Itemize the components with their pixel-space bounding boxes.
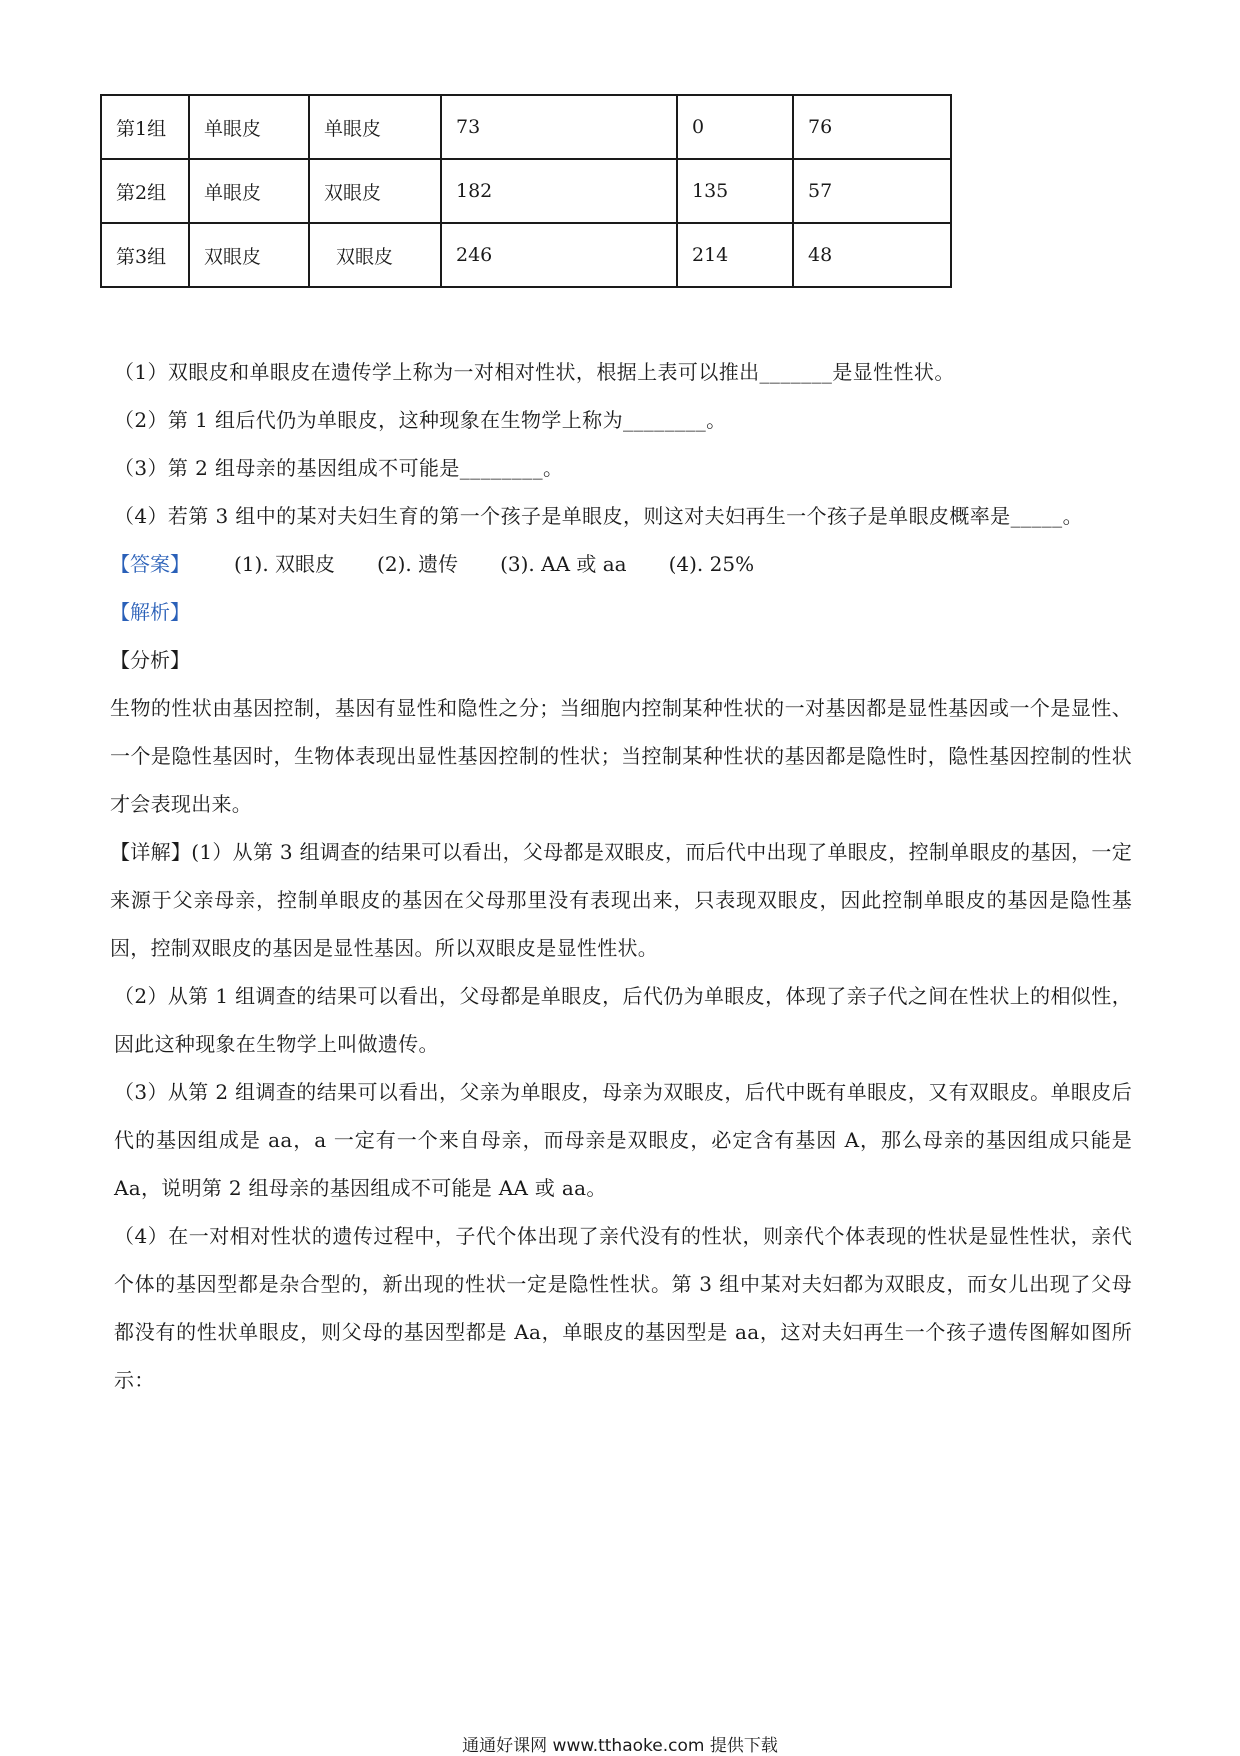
survey-table-body <box>101 95 951 287</box>
detail-paragraph-2: （2）从第 1 组调查的结果可以看出，父母都是单眼皮，后代仍为单眼皮，体现了亲子代之间在性状上的相似性，因此这种现象在生物学上叫做遗传。 <box>114 984 1132 1056</box>
answer-tag: 【答案】 <box>110 552 190 576</box>
answer-2: (2). 遗传 <box>377 552 459 576</box>
answer-line <box>110 540 1132 588</box>
detail-paragraph-4: （4）在一对相对性状的遗传过程中，子代个体出现了亲代没有的性状，则亲代个体表现的性状是显性性状，亲代个体的基因型都是杂合型的，新出现的性状一定是隐性性状。第 3 组中某对夫妇都为双眼皮，而女儿出现了父母都没有的性状单眼皮，则父母的基因型都是 Aa，单眼皮的基因型是 aa，这对夫妇再生一个孩子遗传图解如图所示： <box>114 1224 1132 1392</box>
table-cell: 第1组 <box>101 95 189 159</box>
table-cell: 第2组 <box>101 159 189 223</box>
question-2: （2）第 1 组后代仍为单眼皮，这种现象在生物学上称为________。 <box>114 408 727 432</box>
table-cell: 57 <box>793 159 951 223</box>
fenxi-heading: 【分析】 <box>110 648 190 672</box>
table-cell: 双眼皮 <box>189 223 309 287</box>
answer-3: (3). AA 或 aa <box>500 552 627 576</box>
detail-paragraph-3: （3）从第 2 组调查的结果可以看出，父亲为单眼皮，母亲为双眼皮，后代中既有单眼皮，又有双眼皮。单眼皮后代的基因组成是 aa，a 一定有一个来自母亲，而母亲是双眼皮，必定含有基因 A，那么母亲的基因组成只能是 Aa，说明第 2 组母亲的基因组成不可能是 AA 或 aa。 <box>114 1080 1132 1200</box>
footer-credit: 通通好课网 www.tthaoke.com 提供下载 <box>462 1736 778 1756</box>
survey-table <box>100 94 952 288</box>
answer-4: (4). 25% <box>668 552 755 576</box>
question-4: （4）若第 3 组中的某对夫妇生育的第一个孩子是单眼皮，则这对夫妇再生一个孩子是单眼皮概率是_____。 <box>114 504 1083 528</box>
table-cell: 73 <box>441 95 677 159</box>
table-cell: 单眼皮 <box>189 95 309 159</box>
question-3: （3）第 2 组母亲的基因组成不可能是________。 <box>114 456 564 480</box>
table-cell: 双眼皮 <box>309 223 441 287</box>
table-cell: 182 <box>441 159 677 223</box>
answer-1: (1). 双眼皮 <box>234 552 336 576</box>
table-cell: 76 <box>793 95 951 159</box>
question-content <box>110 348 1132 1404</box>
fenxi-paragraph: 生物的性状由基因控制，基因有显性和隐性之分；当细胞内控制某种性状的一对基因都是显性基因或一个是显性、一个是隐性基因时，生物体表现出显性基因控制的性状；当控制某种性状的基因都是隐性时，隐性基因控制的性状才会表现出来。 <box>110 696 1132 816</box>
table-cell: 0 <box>677 95 793 159</box>
table-row <box>101 159 951 223</box>
table-cell: 单眼皮 <box>189 159 309 223</box>
table-cell: 246 <box>441 223 677 287</box>
jiexi-heading: 【解析】 <box>110 600 190 624</box>
detail-paragraph-1: 【详解】(1）从第 3 组调查的结果可以看出，父母都是双眼皮，而后代中出现了单眼皮，控制单眼皮的基因，一定来源于父亲母亲，控制单眼皮的基因在父母那里没有表现出来，只表现双眼皮，因此控制单眼皮的基因是隐性基因，控制双眼皮的基因是显性基因。所以双眼皮是显性性状。 <box>110 840 1132 960</box>
table-cell: 第3组 <box>101 223 189 287</box>
question-1: （1）双眼皮和单眼皮在遗传学上称为一对相对性状，根据上表可以推出_______是显性性状。 <box>114 360 955 384</box>
table-cell: 双眼皮 <box>309 159 441 223</box>
table-cell: 48 <box>793 223 951 287</box>
table-row <box>101 95 951 159</box>
table-cell: 214 <box>677 223 793 287</box>
table-row <box>101 223 951 287</box>
table-cell: 单眼皮 <box>309 95 441 159</box>
table-cell: 135 <box>677 159 793 223</box>
